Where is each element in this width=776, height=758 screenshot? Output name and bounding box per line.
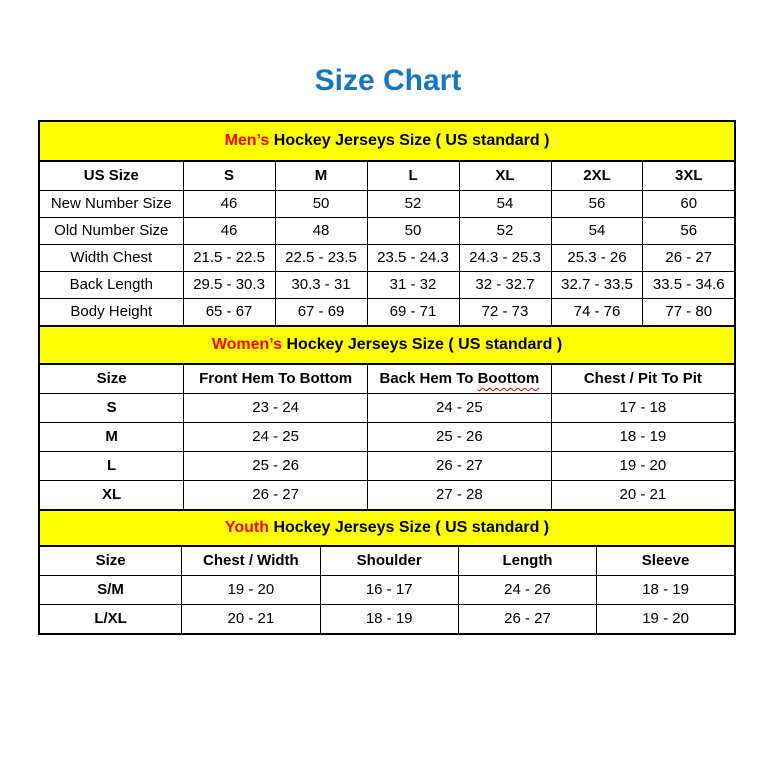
mens-cell: 23.5 - 24.3	[367, 245, 459, 272]
womens-row-label: XL	[39, 481, 184, 511]
mens-table-row	[39, 218, 735, 245]
womens-cell: 24 - 25	[184, 423, 368, 452]
mens-cell: 46	[183, 218, 275, 245]
mens-cell: 24.3 - 25.3	[459, 245, 551, 272]
mens-cell: 74 - 76	[551, 299, 643, 327]
youth-cell: 26 - 27	[458, 605, 596, 635]
mens-cell: 52	[367, 191, 459, 218]
size-tables-container	[38, 120, 736, 635]
womens-banner-text: Hockey Jerseys Size ( US standard )	[282, 336, 563, 353]
youth-banner-highlight: Youth	[224, 519, 269, 536]
youth-cell: 24 - 26	[458, 576, 596, 605]
mens-column-header: L	[367, 161, 459, 191]
mens-cell: 30.3 - 31	[275, 272, 367, 299]
womens-row-label: L	[39, 452, 184, 481]
mens-cell: 46	[183, 191, 275, 218]
womens-table-row	[39, 423, 735, 452]
womens-banner-row	[39, 326, 735, 364]
page-title: Size Chart	[314, 64, 462, 97]
mens-column-header: M	[275, 161, 367, 191]
mens-cell: 31 - 32	[367, 272, 459, 299]
youth-column-header: Size	[39, 546, 182, 576]
mens-column-header: XL	[459, 161, 551, 191]
mens-cell: 22.5 - 23.5	[275, 245, 367, 272]
womens-cell: 17 - 18	[551, 394, 735, 423]
mens-cell: 26 - 27	[643, 245, 735, 272]
youth-cell: 19 - 20	[182, 576, 320, 605]
womens-cell: 25 - 26	[184, 452, 368, 481]
mens-cell: 72 - 73	[459, 299, 551, 327]
youth-cell: 18 - 19	[320, 605, 458, 635]
mens-cell: 32.7 - 33.5	[551, 272, 643, 299]
mens-cell: 48	[275, 218, 367, 245]
mens-cell: 54	[459, 191, 551, 218]
mens-cell: 65 - 67	[183, 299, 275, 327]
youth-column-header: Shoulder	[320, 546, 458, 576]
womens-banner-highlight: Women’s	[211, 336, 283, 353]
mens-banner-row	[39, 121, 735, 161]
mens-banner-text: Hockey Jerseys Size ( US standard )	[269, 132, 550, 149]
mens-cell: 21.5 - 22.5	[183, 245, 275, 272]
mens-cell: 50	[275, 191, 367, 218]
womens-header-row	[39, 364, 735, 394]
womens-cell: 27 - 28	[368, 481, 552, 511]
mens-size-table	[38, 120, 736, 327]
mens-banner-highlight: Men’s	[224, 132, 270, 149]
womens-column-header-misspelled-word: Boottom	[477, 370, 540, 387]
youth-banner	[39, 510, 735, 546]
womens-cell: 20 - 21	[551, 481, 735, 511]
womens-cell: 25 - 26	[368, 423, 552, 452]
womens-column-header	[368, 364, 552, 394]
mens-column-header: 3XL	[643, 161, 735, 191]
youth-cell: 20 - 21	[182, 605, 320, 635]
youth-banner-row	[39, 510, 735, 546]
womens-column-header: Front Hem To Bottom	[184, 364, 368, 394]
mens-row-label: New Number Size	[39, 191, 183, 218]
mens-table-row	[39, 191, 735, 218]
womens-row-label: M	[39, 423, 184, 452]
mens-row-label: Back Length	[39, 272, 183, 299]
mens-cell: 50	[367, 218, 459, 245]
mens-cell: 60	[643, 191, 735, 218]
mens-table-row	[39, 299, 735, 327]
womens-banner	[39, 326, 735, 364]
youth-table-row	[39, 605, 735, 635]
womens-cell: 26 - 27	[368, 452, 552, 481]
womens-cell: 24 - 25	[368, 394, 552, 423]
youth-column-header: Chest / Width	[182, 546, 320, 576]
mens-row-label: Old Number Size	[39, 218, 183, 245]
youth-column-header: Length	[458, 546, 596, 576]
mens-banner	[39, 121, 735, 161]
mens-table-row	[39, 245, 735, 272]
youth-row-label: L/XL	[39, 605, 182, 635]
youth-row-label: S/M	[39, 576, 182, 605]
mens-cell: 25.3 - 26	[551, 245, 643, 272]
womens-row-label: S	[39, 394, 184, 423]
youth-banner-text: Hockey Jerseys Size ( US standard )	[269, 519, 550, 536]
womens-column-header-text: Back Hem To	[379, 370, 478, 387]
mens-column-header: US Size	[39, 161, 183, 191]
womens-table-row	[39, 481, 735, 511]
womens-column-header: Size	[39, 364, 184, 394]
mens-cell: 67 - 69	[275, 299, 367, 327]
mens-cell: 33.5 - 34.6	[643, 272, 735, 299]
womens-cell: 23 - 24	[184, 394, 368, 423]
mens-cell: 52	[459, 218, 551, 245]
youth-header-row	[39, 546, 735, 576]
mens-row-label: Body Height	[39, 299, 183, 327]
mens-row-label: Width Chest	[39, 245, 183, 272]
mens-column-header: S	[183, 161, 275, 191]
womens-column-header: Chest / Pit To Pit	[551, 364, 735, 394]
mens-cell: 32 - 32.7	[459, 272, 551, 299]
mens-table-row	[39, 272, 735, 299]
youth-size-table	[38, 509, 736, 635]
mens-cell: 54	[551, 218, 643, 245]
mens-cell: 56	[551, 191, 643, 218]
youth-cell: 19 - 20	[597, 605, 735, 635]
mens-header-row	[39, 161, 735, 191]
youth-cell: 16 - 17	[320, 576, 458, 605]
mens-cell: 69 - 71	[367, 299, 459, 327]
womens-table-row	[39, 394, 735, 423]
youth-table-row	[39, 576, 735, 605]
youth-cell: 18 - 19	[597, 576, 735, 605]
mens-cell: 56	[643, 218, 735, 245]
womens-cell: 18 - 19	[551, 423, 735, 452]
womens-cell: 19 - 20	[551, 452, 735, 481]
mens-cell: 29.5 - 30.3	[183, 272, 275, 299]
mens-column-header: 2XL	[551, 161, 643, 191]
mens-cell: 77 - 80	[643, 299, 735, 327]
youth-column-header: Sleeve	[597, 546, 735, 576]
womens-table-row	[39, 452, 735, 481]
womens-cell: 26 - 27	[184, 481, 368, 511]
womens-size-table	[38, 325, 736, 511]
